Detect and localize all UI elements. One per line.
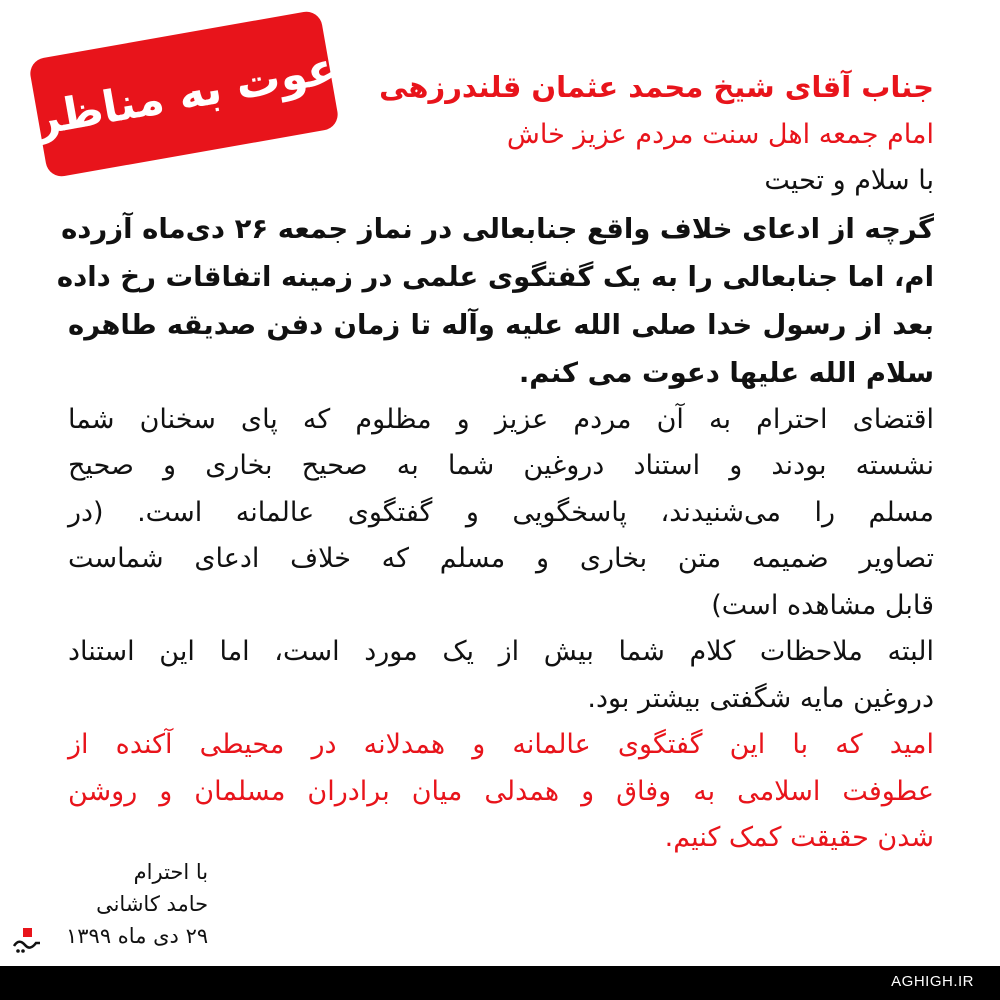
addressee-title: جناب آقای شیخ محمد عثمان قلندرزهی: [379, 70, 934, 104]
body-line: نشسته بودند و استناد دروغین شما به صحیح بخاری و صحیح: [68, 450, 934, 481]
greeting: با سلام و تحیت: [764, 165, 934, 196]
bold-paragraph: [56, 205, 934, 397]
aghigh-logo-icon: [10, 926, 44, 954]
paragraph-2: [68, 397, 934, 630]
closing-line: شدن حقیقت کمک کنیم.: [664, 822, 934, 853]
signature-name: حامد کاشانی: [96, 892, 209, 916]
bold-line: گرچه از ادعای خلاف واقع جنابعالی در نماز جمعه ۲۶ دی‌ماه آزرده: [61, 212, 934, 245]
bold-line: بعد از رسول خدا صلی الله علیه وآله تا زمان دفن صدیقه طاهره: [68, 308, 934, 341]
body-line: مسلم را می‌شنیدند، پاسخگویی و گفتگوی عالمانه است. (در: [68, 496, 934, 528]
closing-line: امید که با این گفتگوی عالمانه و همدلانه در محیطی آکنده از: [68, 729, 934, 760]
body-line: دروغین مایه شگفتی بیشتر بود.: [587, 682, 934, 714]
closing-line: عطوفت اسلامی به وفاق و همدلی میان برادران مسلمان و روشن: [68, 775, 934, 807]
body-line: البته ملاحظات کلام شما بیش از یک مورد است، اما این استناد: [68, 636, 934, 667]
footer-url[interactable]: AGHIGH.IR: [891, 973, 974, 990]
closing-paragraph: [68, 722, 934, 862]
addressee-subtitle: امام جمعه اهل سنت مردم عزیز خاش: [506, 119, 934, 150]
letter-body: [56, 62, 934, 862]
bold-line: ام، اما جنابعالی را به یک گفتگوی علمی در زمینه اتفاقات رخ داده: [56, 260, 934, 293]
signature-date: ۲۹ دی ماه ۱۳۹۹: [66, 924, 209, 948]
body-line: تصاویر ضمیمه متن بخاری و مسلم که خلاف ادعای شماست: [68, 543, 934, 574]
body-line: اقتضای احترام به آن مردم عزیز و مظلوم که پای سخنان شما: [68, 403, 934, 435]
paragraph-3: [68, 629, 934, 722]
footer-bar: [0, 966, 1000, 1000]
signature-salutation: با احترام: [133, 860, 209, 884]
body-line: قابل مشاهده است): [711, 589, 934, 621]
stamp-text: دعوت به مناظره: [4, 38, 364, 150]
bold-line: سلام الله علیها دعوت می کنم.: [518, 356, 934, 389]
signature-block: [66, 856, 208, 952]
aghigh-logo-icon: [10, 926, 44, 954]
